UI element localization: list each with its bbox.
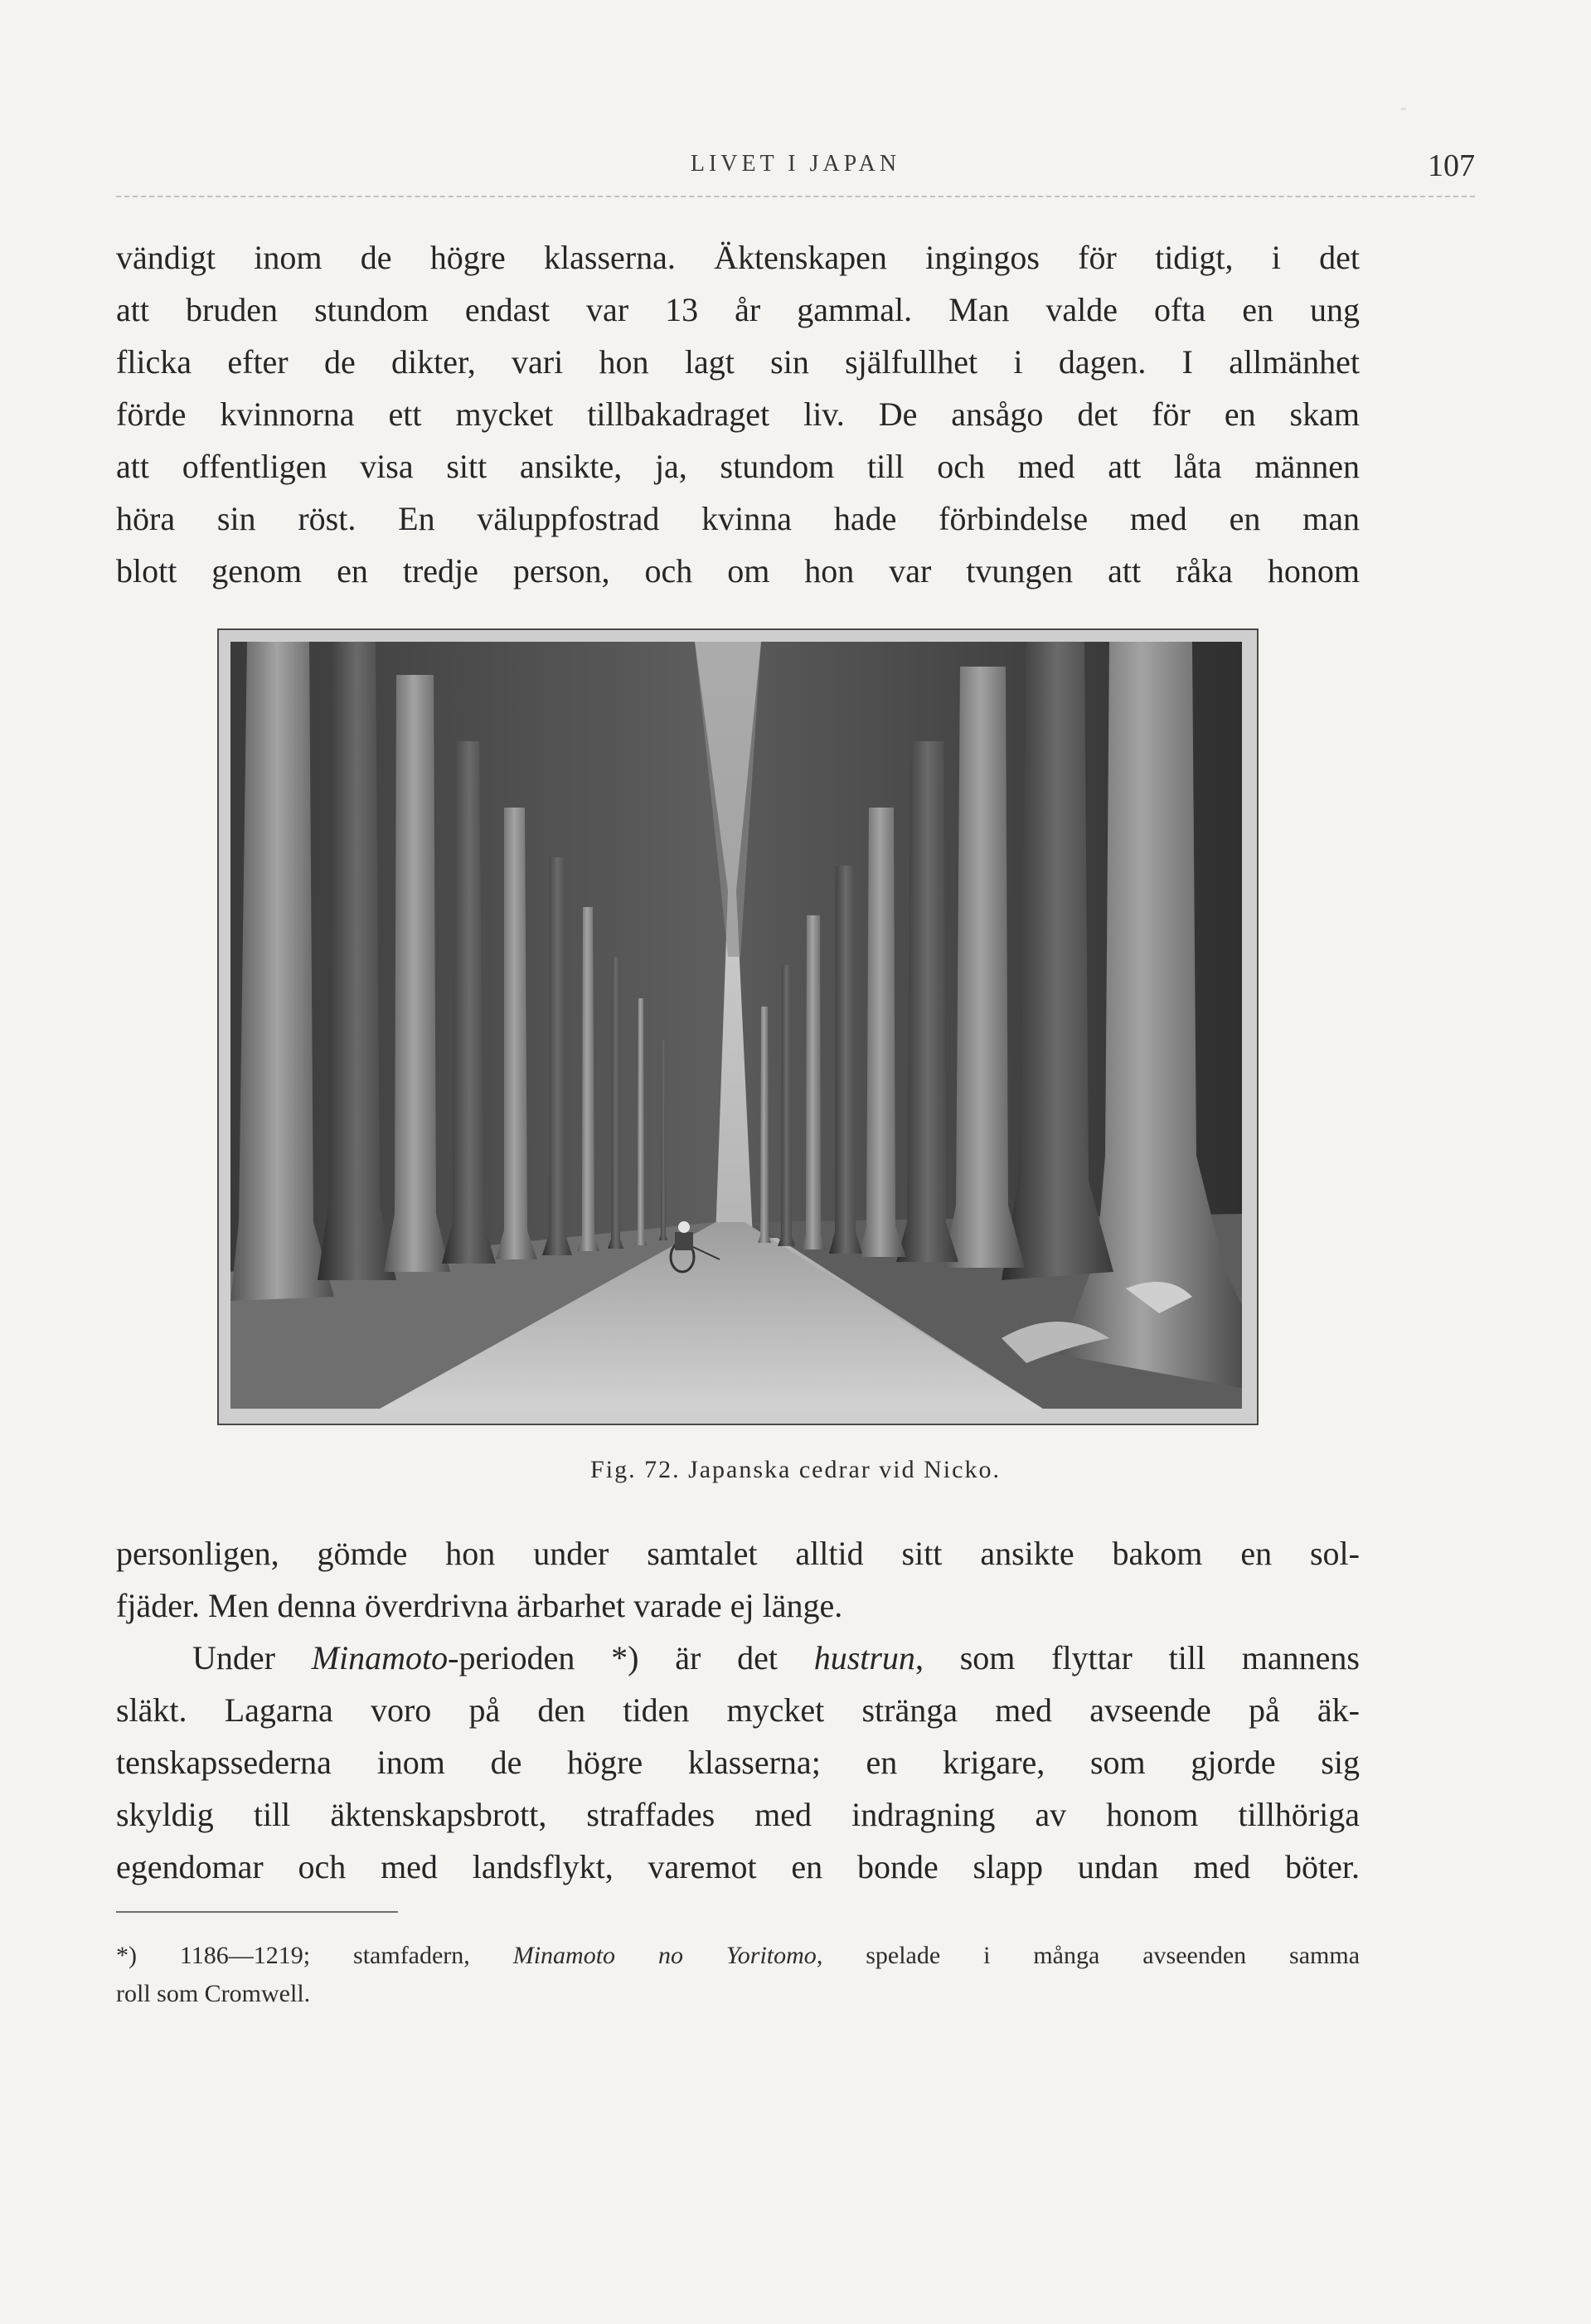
text-line: fjäder. Men denna överdrivna ärbarhet varade ej länge. xyxy=(116,1587,843,1624)
text-span: , som flyttar till mannens xyxy=(914,1639,1360,1676)
text-line: blott genom en tredje person, och om hon var tvungen att råka honom xyxy=(116,552,1360,589)
cedar-avenue-illustration xyxy=(230,642,1242,1409)
text-span: , spelade i många avseenden samma xyxy=(816,1942,1361,1969)
text-line: släkt. Lagarna voro på den tiden mycket stränga med avseende på äk- xyxy=(116,1691,1360,1729)
text-span: Under xyxy=(192,1639,312,1676)
running-title: LIVET I JAPAN xyxy=(690,151,901,177)
page-number: 107 xyxy=(1428,148,1475,183)
text-span: -perioden *) är det xyxy=(448,1639,814,1676)
text-span: *) 1186—1219; stamfadern, xyxy=(116,1942,513,1969)
text-line: höra sin röst. En väluppfostrad kvinna hade förbindelse med en man xyxy=(116,500,1360,537)
text-line: personligen, gömde hon under samtalet alltid sitt ansikte bakom en sol- xyxy=(116,1535,1360,1572)
text-line: flicka efter de dikter, vari hon lagt sin själfullhet i dagen. I allmänhet xyxy=(116,343,1360,381)
text-line: att bruden stundom endast var 13 år gammal. Man valde ofta en ung xyxy=(116,291,1360,328)
italic-term-hustrun: hustrun xyxy=(813,1639,915,1676)
italic-term-minamoto: Minamoto xyxy=(311,1639,449,1676)
text-line: förde kvinnorna ett mycket tillbakadraget liv. De ansågo det för en skam xyxy=(116,395,1360,433)
top-paragraph xyxy=(116,231,1360,597)
footnote xyxy=(116,1937,1360,2013)
footnote-line xyxy=(116,1937,1360,1975)
footnote-line: roll som Cromwell. xyxy=(116,1980,311,2007)
running-head xyxy=(116,148,1475,192)
figure-caption: Fig. 72. Japanska cedrar vid Nicko. xyxy=(590,1456,1001,1483)
cedar-avenue-photograph xyxy=(217,628,1259,1425)
scan-speck xyxy=(1401,108,1406,110)
footnote-rule xyxy=(116,1911,398,1913)
text-line: tenskapssederna inom de högre klasserna; en krigare, som gjorde sig xyxy=(116,1744,1360,1781)
bottom-paragraph xyxy=(116,1527,1360,1893)
text-line: skyldig till äktenskapsbrott, straffades med indragning av honom tillhöriga xyxy=(116,1796,1360,1833)
text-line: egendomar och med landsflykt, varemot en bonde slapp undan med böter. xyxy=(116,1848,1360,1885)
photo-image xyxy=(230,642,1245,1412)
text-line: vändigt inom de högre klasserna. Äktenskapen ingingos för tidigt, i det xyxy=(116,239,1360,276)
text-line xyxy=(116,1632,1360,1684)
text-line: att offentligen visa sitt ansikte, ja, stundom till och med att låta männen xyxy=(116,448,1360,485)
header-rule xyxy=(116,196,1475,197)
italic-name: Minamoto no Yoritomo xyxy=(512,1942,817,1969)
